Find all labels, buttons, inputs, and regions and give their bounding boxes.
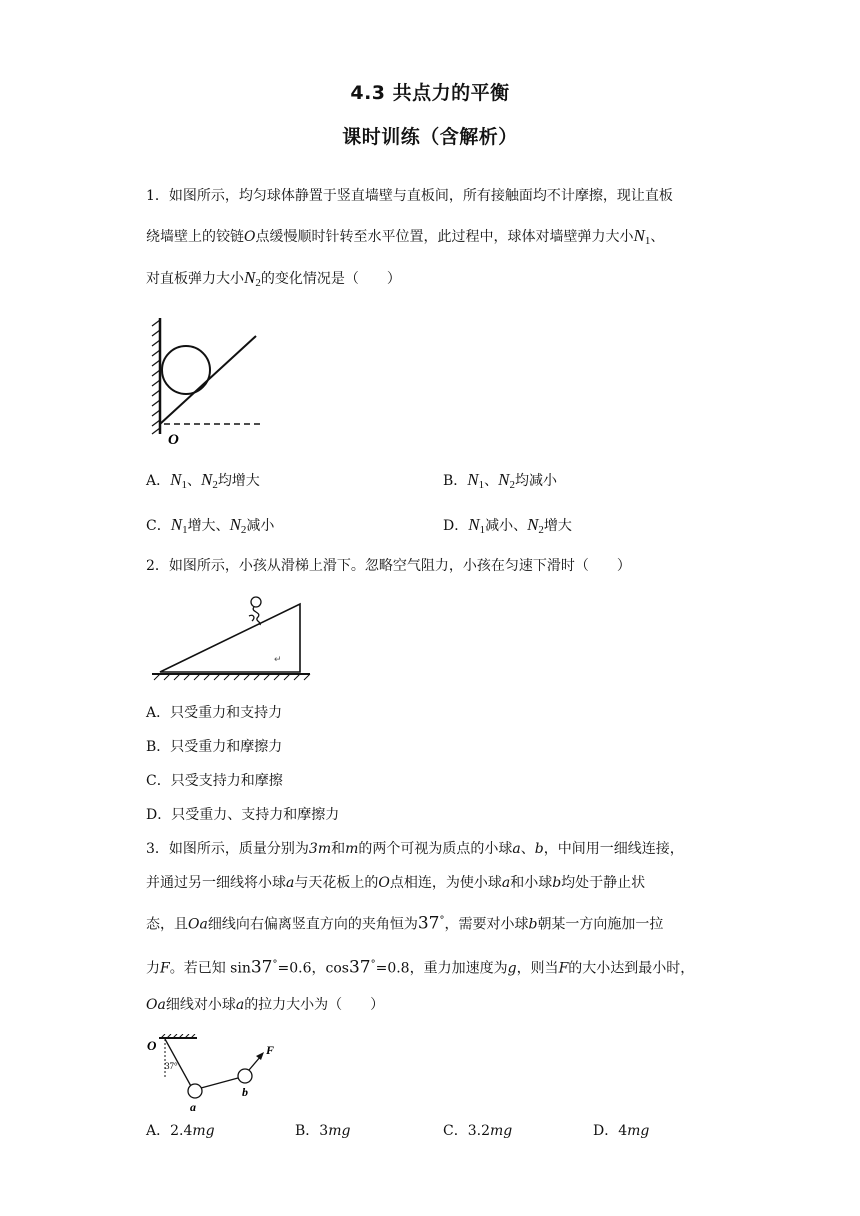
child-icon xyxy=(249,597,261,625)
force-arrow-icon xyxy=(256,1052,264,1060)
q2-option-c[interactable]: C．只受支持力和摩擦 xyxy=(146,773,283,789)
q3-option-b[interactable]: B．3mg xyxy=(295,1123,351,1139)
q1-option-d[interactable]: D．$N_1$减小、$N_2$增大 xyxy=(443,515,572,536)
page-subtitle: 课时训练（含解析） xyxy=(342,126,518,148)
q1-stem-line2: 绕墙壁上的铰链O点缓慢顺时针转至水平位置，此过程中，球体对墙壁弹力大小$N_1$、 xyxy=(146,226,665,247)
page-title: 4.3 共点力的平衡 xyxy=(350,82,510,104)
q3-figure-angle: 37° xyxy=(165,1061,178,1071)
q1-option-c[interactable]: C．$N_1$增大、$N_2$减小 xyxy=(146,515,275,536)
q2-option-a[interactable]: A．只受重力和支持力 xyxy=(146,705,283,721)
q3-option-a[interactable]: A．2.4mg xyxy=(146,1123,215,1139)
q3-figure-label-o: O xyxy=(147,1038,157,1053)
q2-figure-slide xyxy=(150,590,315,685)
q3-figure-label-b: b xyxy=(242,1085,248,1099)
q3-option-c[interactable]: C．3.2mg xyxy=(443,1123,513,1139)
q1-figure-ball-wall-board xyxy=(150,316,265,446)
q3-option-d[interactable]: D．4mg xyxy=(593,1123,650,1139)
q1-stem-line1: 1．如图所示，均匀球体静置于竖直墙壁与直板间，所有接触面均不计摩擦，现让直板 xyxy=(146,188,673,204)
q1-figure-label-o: O xyxy=(168,432,179,446)
q3-figure-two-balls xyxy=(145,1034,285,1114)
q3-stem-line1: 3．如图所示，质量分别为3m和m的两个可视为质点的小球a、b，中间用一细线连接， xyxy=(146,841,684,857)
q1-option-b[interactable]: B．$N_1$、$N_2$均减小 xyxy=(443,470,557,491)
q3-figure-label-f: F xyxy=(266,1043,275,1057)
q3-stem-line2: 并通过另一细线将小球a与天花板上的O点相连，为使小球a和小球b均处于静止状 xyxy=(146,875,646,891)
q2-stem: 2．如图所示，小孩从滑梯上滑下。忽略空气阻力，小孩在匀速下滑时（ ） xyxy=(146,558,631,574)
svg-text:↵: ↵ xyxy=(274,654,282,664)
q2-option-b[interactable]: B．只受重力和摩擦力 xyxy=(146,739,283,755)
q1-stem-line3: 对直板弹力大小$N_2$的变化情况是（ ） xyxy=(146,268,401,289)
q1-option-a[interactable]: A．$N_1$、$N_2$均增大 xyxy=(146,470,260,491)
q2-option-d[interactable]: D．只受重力、支持力和摩擦力 xyxy=(146,807,340,823)
q3-stem-line5: Oa细线对小球a的拉力大小为（ ） xyxy=(146,997,385,1013)
q3-stem-line4: 力F。若已知 sin37°=0.6，cos37°=0.8，重力加速度为g，则当F的大小达到最小时， xyxy=(146,957,695,978)
q3-figure-label-a: a xyxy=(190,1100,196,1114)
q3-stem-line3: 态，且Oa细线向右偏离竖直方向的夹角恒为37°，需要对小球b朝某一方向施加一拉 xyxy=(146,913,664,934)
